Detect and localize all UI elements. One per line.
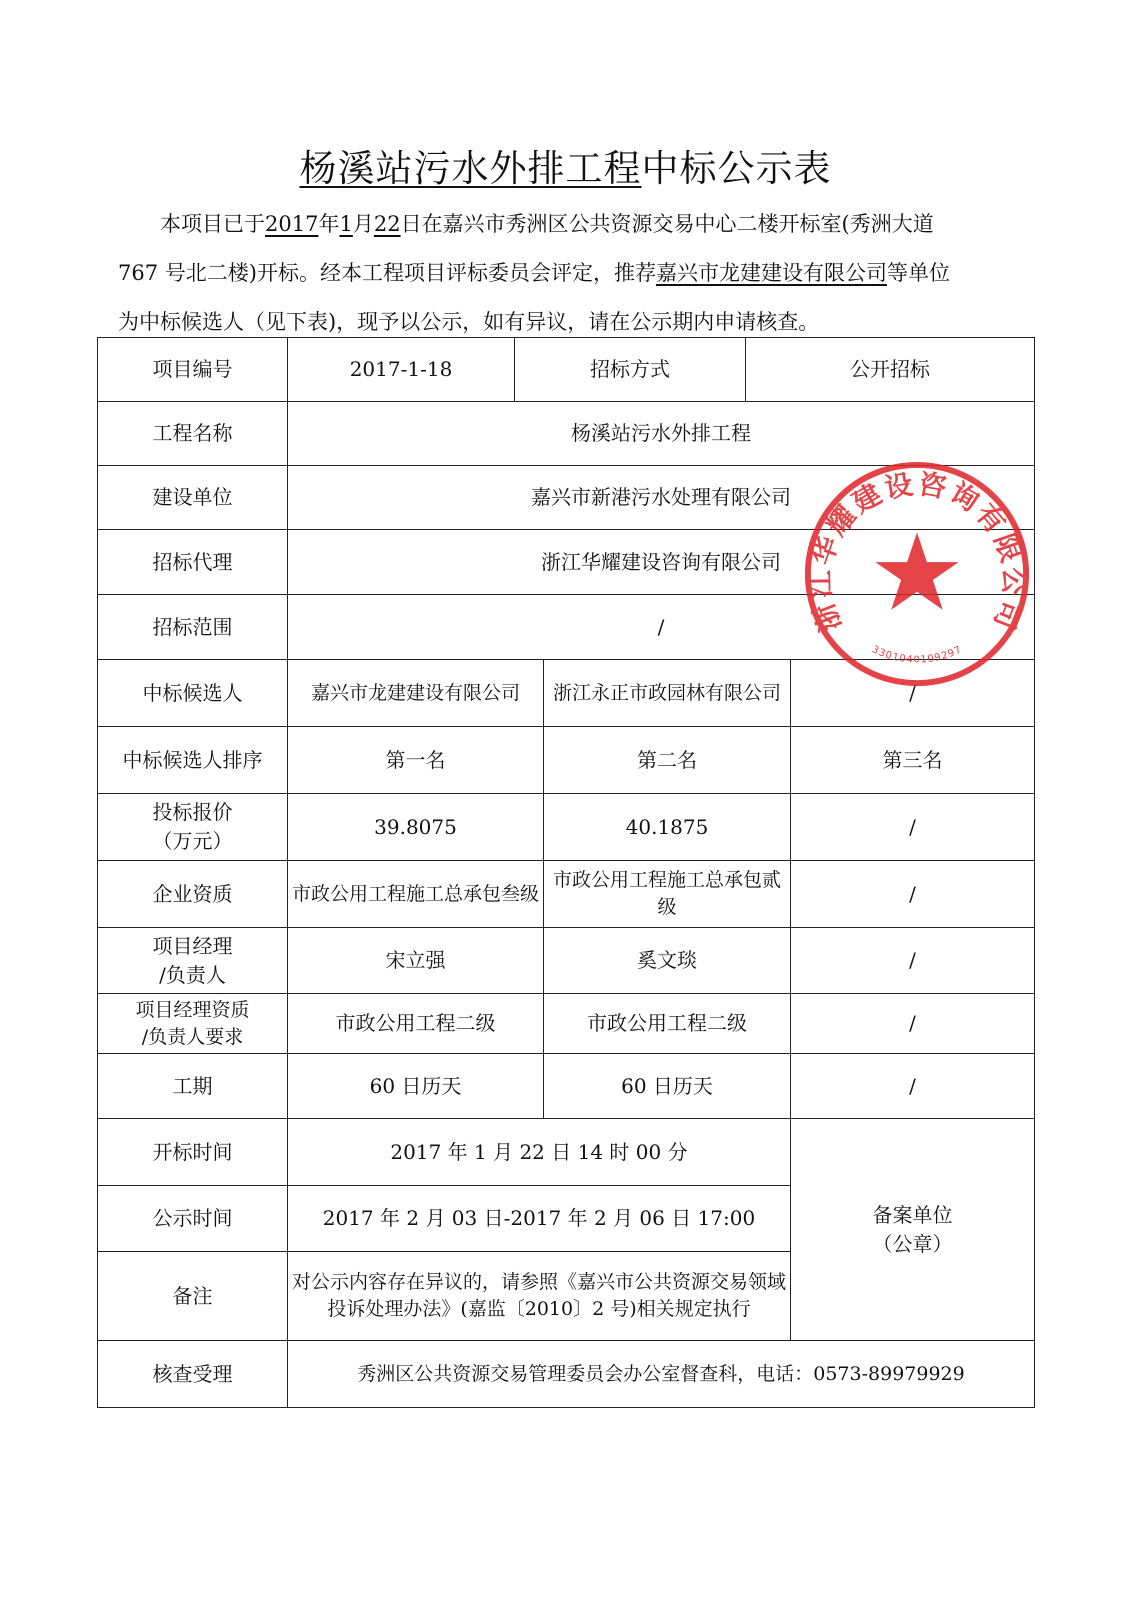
bid-result-table — [97, 337, 1035, 1408]
cell-label: 中标候选人排序 — [98, 727, 288, 794]
table-row — [98, 530, 1035, 595]
label-line: /负责人 — [159, 962, 226, 987]
table-row — [98, 794, 1035, 861]
cell-price: / — [791, 794, 1035, 861]
cell-rank: 第三名 — [791, 727, 1035, 794]
cell-label: 开标时间 — [98, 1119, 288, 1186]
label-line: 备案单位 — [872, 1202, 953, 1227]
table-row — [98, 338, 1035, 402]
cell-open-time: 2017 年 1 月 22 日 14 时 00 分 — [288, 1119, 791, 1186]
intro-text: 日在嘉兴市秀洲区公共资源交易中心二楼开标室(秀洲大道 — [400, 212, 934, 236]
label-line: 投标报价 — [152, 800, 233, 824]
cell-review: 秀洲区公共资源交易管理委员会办公室督查科，电话：0573-89979929 — [288, 1341, 1035, 1408]
table-row — [98, 928, 1035, 994]
intro-text: 为中标候选人（见下表)，现予以公示，如有异议，请在公示期内申请核查。 — [118, 310, 820, 334]
intro-year: 2017 — [265, 212, 319, 236]
cell-remark: 对公示内容存在异议的，请参照《嘉兴市公共资源交易领域投诉处理办法》(嘉监〔2010〕2 号)相关规定执行 — [288, 1252, 791, 1341]
seal-name: 浙江华耀建设咨询有限公司 — [803, 466, 1031, 637]
table-row — [98, 1341, 1035, 1408]
cell-label: 招标代理 — [98, 530, 288, 595]
cell-label — [98, 794, 288, 861]
cell-label: 公示时间 — [98, 1186, 288, 1252]
cell-period: / — [791, 1054, 1035, 1119]
cell-scope: / — [288, 595, 1035, 660]
intro-text: 等单位 — [886, 261, 950, 285]
table-row — [98, 994, 1035, 1054]
cell-label — [98, 928, 288, 994]
cell-label: 建设单位 — [98, 466, 288, 530]
intro-text: 年 — [318, 212, 340, 236]
cell-label: 项目编号 — [98, 338, 288, 402]
cell-agent: 浙江华耀建设咨询有限公司 — [288, 530, 1035, 595]
cell-label: 核查受理 — [98, 1341, 288, 1408]
cell-candidate: 浙江永正市政园林有限公司 — [544, 660, 791, 727]
intro-text: 767 号北二楼)开标。经本工程项目评标委员会评定，推荐 — [118, 261, 656, 285]
intro-month: 1 — [339, 212, 353, 236]
table-row — [98, 1054, 1035, 1119]
cell-label: 备注 — [98, 1252, 288, 1341]
label-line: （公章） — [872, 1231, 953, 1256]
cell-rank: 第一名 — [288, 727, 544, 794]
cell-project-name: 杨溪站污水外排工程 — [288, 402, 1035, 466]
table-row — [98, 1119, 1035, 1186]
cell-rank: 第二名 — [544, 727, 791, 794]
cell-label: 工程名称 — [98, 402, 288, 466]
cell-publicity-time: 2017 年 2 月 03 日-2017 年 2 月 06 日 17:00 — [288, 1186, 791, 1252]
cell-candidate: / — [791, 660, 1035, 727]
cell-qualification: 市政公用工程施工总承包叁级 — [288, 861, 544, 928]
cell-label — [98, 994, 288, 1054]
cell-project-no: 2017-1-18 — [288, 338, 515, 402]
table-row — [98, 595, 1035, 660]
cell-manager: 奚文琰 — [544, 928, 791, 994]
cell-label: 工期 — [98, 1054, 288, 1119]
page-title — [0, 138, 1131, 192]
label-line: （万元） — [152, 829, 233, 853]
label-line: 项目经理资质 — [135, 998, 250, 1021]
table-row — [98, 466, 1035, 530]
intro-paragraph — [118, 200, 1018, 347]
title-suffix: 中标公示表 — [641, 147, 832, 190]
intro-company: 嘉兴市龙建建设有限公司 — [655, 261, 887, 285]
seal-code: 3301040109297 — [869, 644, 965, 666]
cell-manager-qual: / — [791, 994, 1035, 1054]
cell-qualification: / — [791, 861, 1035, 928]
table-row — [98, 402, 1035, 466]
cell-label: 招标方式 — [515, 338, 746, 402]
cell-price: 39.8075 — [288, 794, 544, 861]
project-title: 杨溪站污水外排工程 — [299, 147, 642, 190]
table-row — [98, 861, 1035, 928]
cell-filing-unit — [791, 1119, 1035, 1341]
cell-price: 40.1875 — [544, 794, 791, 861]
cell-label: 招标范围 — [98, 595, 288, 660]
cell-label: 中标候选人 — [98, 660, 288, 727]
cell-qualification: 市政公用工程施工总承包贰级 — [544, 861, 791, 928]
cell-manager: 宋立强 — [288, 928, 544, 994]
cell-label: 企业资质 — [98, 861, 288, 928]
cell-manager-qual: 市政公用工程二级 — [544, 994, 791, 1054]
cell-period: 60 日历天 — [544, 1054, 791, 1119]
table-row — [98, 727, 1035, 794]
label-line: /负责人要求 — [141, 1025, 244, 1048]
cell-period: 60 日历天 — [288, 1054, 544, 1119]
cell-owner: 嘉兴市新港污水处理有限公司 — [288, 466, 1035, 530]
cell-candidate: 嘉兴市龙建建设有限公司 — [288, 660, 544, 727]
intro-text: 本项目已于 — [160, 212, 265, 236]
cell-manager: / — [791, 928, 1035, 994]
cell-manager-qual: 市政公用工程二级 — [288, 994, 544, 1054]
intro-text: 月 — [352, 212, 374, 236]
table-row — [98, 660, 1035, 727]
label-line: 项目经理 — [152, 933, 233, 958]
intro-day: 22 — [373, 212, 401, 236]
cell-bid-method: 公开招标 — [746, 338, 1035, 402]
